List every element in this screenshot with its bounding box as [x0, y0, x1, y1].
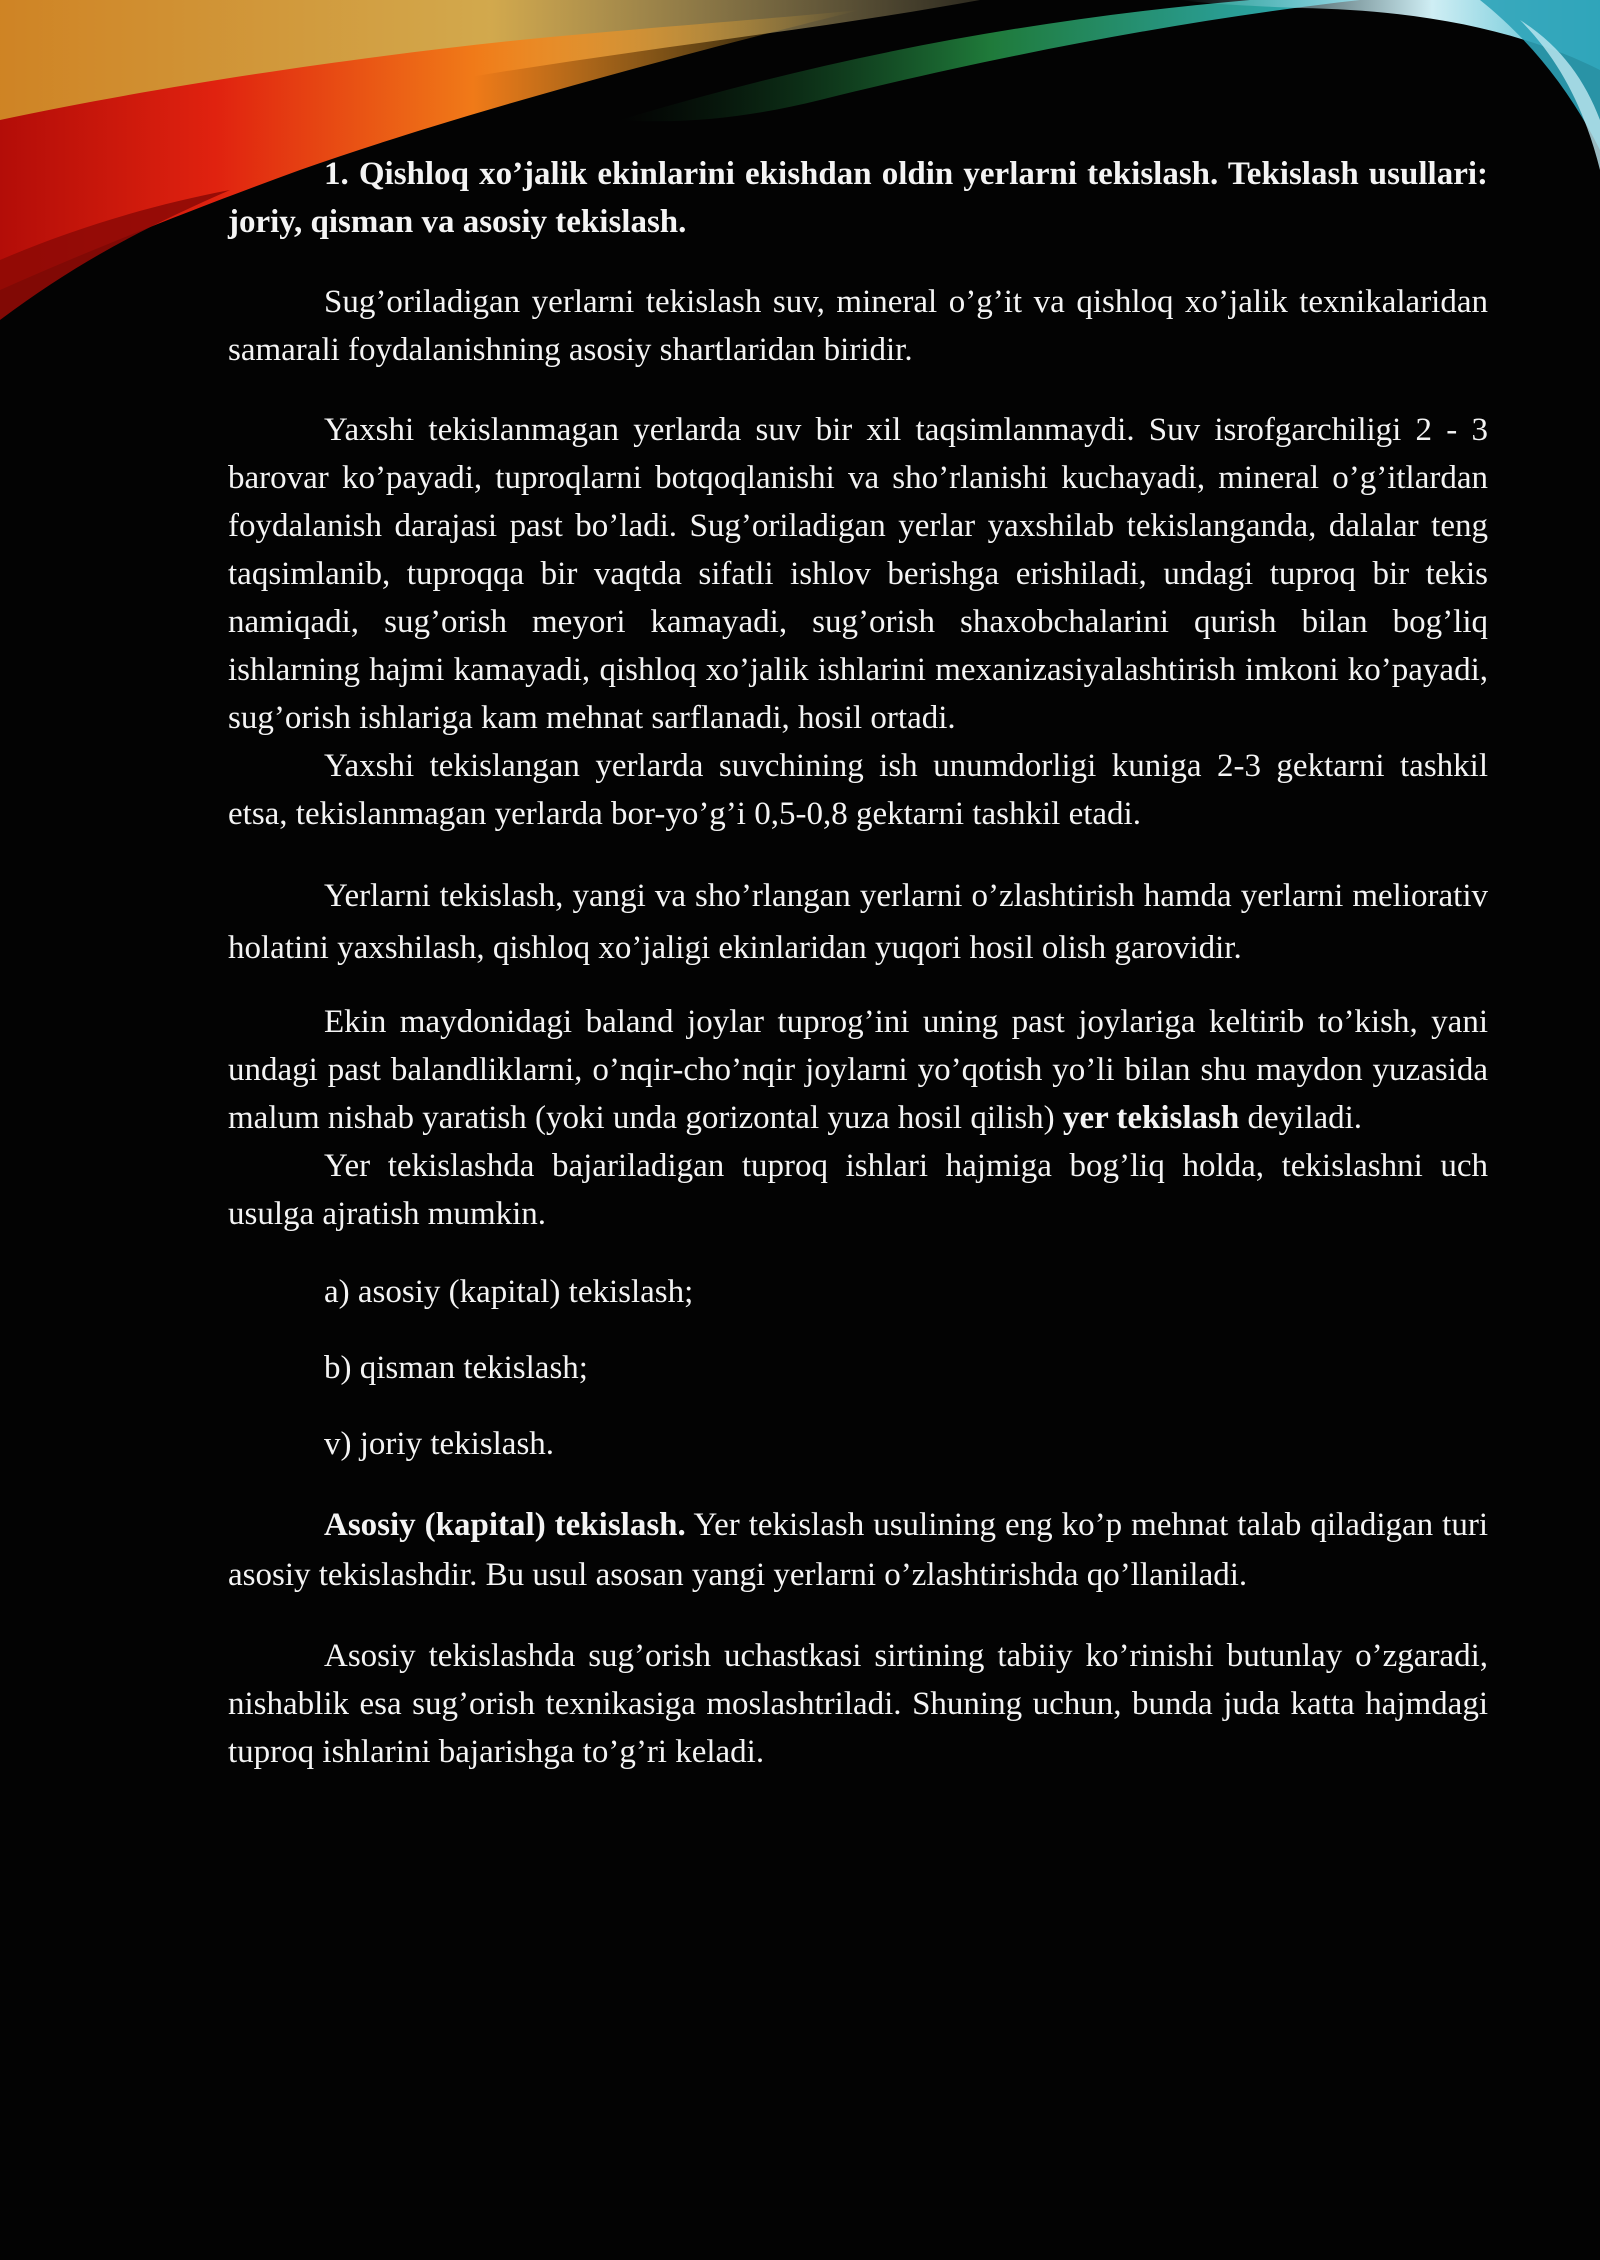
- paragraph-definition: [228, 998, 1488, 1142]
- paragraph-intro: Sug’oriladigan yerlarni tekislash suv, mineral o’g’it va qishloq xo’jalik texnikalaridan samarali foydalanishning asosiy shartlaridan biridir.: [228, 284, 1488, 368]
- list-item: a) asosiy (kapital) tekislash;: [324, 1274, 694, 1310]
- list-item: b) qisman tekislash;: [324, 1350, 588, 1386]
- capital-levelling-text: Yer tekislash usulining eng ko’p mehnat talab qiladigan turi asosiy tekislashdir. Bu usul asosan yangi yerlarni o’zlashtirishda qo’llaniladi.: [228, 1507, 1489, 1593]
- section-heading-text: 1. Qishloq xo’jalik ekinlarini ekishdan oldin yerlarni tekislash. Tekislash usullari: joriy, qisman va asosiy tekislash.: [228, 156, 1488, 240]
- paragraph-uneven-land: Yaxshi tekislanmagan yerlarda suv bir xil taqsimlanmaydi. Suv isrofgarchiligi 2 - 3 barovar ko’payadi, tuproqlarni botqoqlanishi va sho’rlanishi kuchayadi, mineral o’g’itlardan foydalanish darajasi past bo’ladi. Sug’oriladigan yerlar yaxshilab tekislanganda, dalalar teng taqsimlanib, tuproqqa bir vaqtda sifatli ishlov berishga erishiladi, undagi tuproq bir tekis namiqadi, sug’orish meyori kamayadi, sug’orish shaxobchalarini qurish bilan bog’liq ishlarning hajmi kamayadi, qishloq xo’jalik ishlarini mexanizasiyalashtirish imkoni ko’payadi, sug’orish ishlariga kam mehnat sarflanadi, hosil ortadi.: [228, 412, 1488, 736]
- document-body: [228, 150, 1488, 1776]
- paragraph-capital-levelling: [228, 1500, 1488, 1600]
- capital-levelling-term: Asosiy (kapital) tekislash.: [324, 1507, 686, 1543]
- definition-text-before: Ekin maydonidagi baland joylar tuprog’ini uning past joylariga keltirib to’kish, yani undagi past balandliklarni, o’nqir-cho’nqir joylarni yo’qotish yo’li bilan shu maydon yuzasida malum nishab yaratish (yoki unda gorizontal yuza hosil qilish): [228, 1004, 1488, 1136]
- paragraph-methods-intro: Yer tekislashda bajariladigan tuproq ishlari hajmiga bog’liq holda, tekislashni uch usulga ajratish mumkin.: [228, 1148, 1488, 1232]
- paragraph-capital-details: Asosiy tekislashda sug’orish uchastkasi sirtining tabiiy ko’rinishi butunlay o’zgaradi, nishablik esa sug’orish texnikasiga moslashtriladi. Shuning uchun, bunda juda katta hajmdagi tuproq ishlarini bajarishga to’g’ri keladi.: [228, 1638, 1488, 1770]
- paragraph-productivity: Yaxshi tekislangan yerlarda suvchining ish unumdorligi kuniga 2-3 gektarni tashkil etsa, tekislanmagan yerlarda bor-yo’g’i 0,5-0,8 gektarni tashkil etadi.: [228, 748, 1488, 832]
- list-item: v) joriy tekislash.: [324, 1426, 555, 1462]
- methods-list: [228, 1268, 1488, 1468]
- definition-term: yer tekislash: [1062, 1100, 1240, 1136]
- definition-text-after: deyiladi.: [1239, 1100, 1363, 1136]
- paragraph-importance: Yerlarni tekislash, yangi va sho’rlangan yerlarni o’zlashtirish hamda yerlarni meliorativ holatini yaxshilash, qishloq xo’jaligi ekinlaridan yuqori hosil olish garovidir.: [228, 878, 1488, 966]
- section-heading: [228, 150, 1488, 246]
